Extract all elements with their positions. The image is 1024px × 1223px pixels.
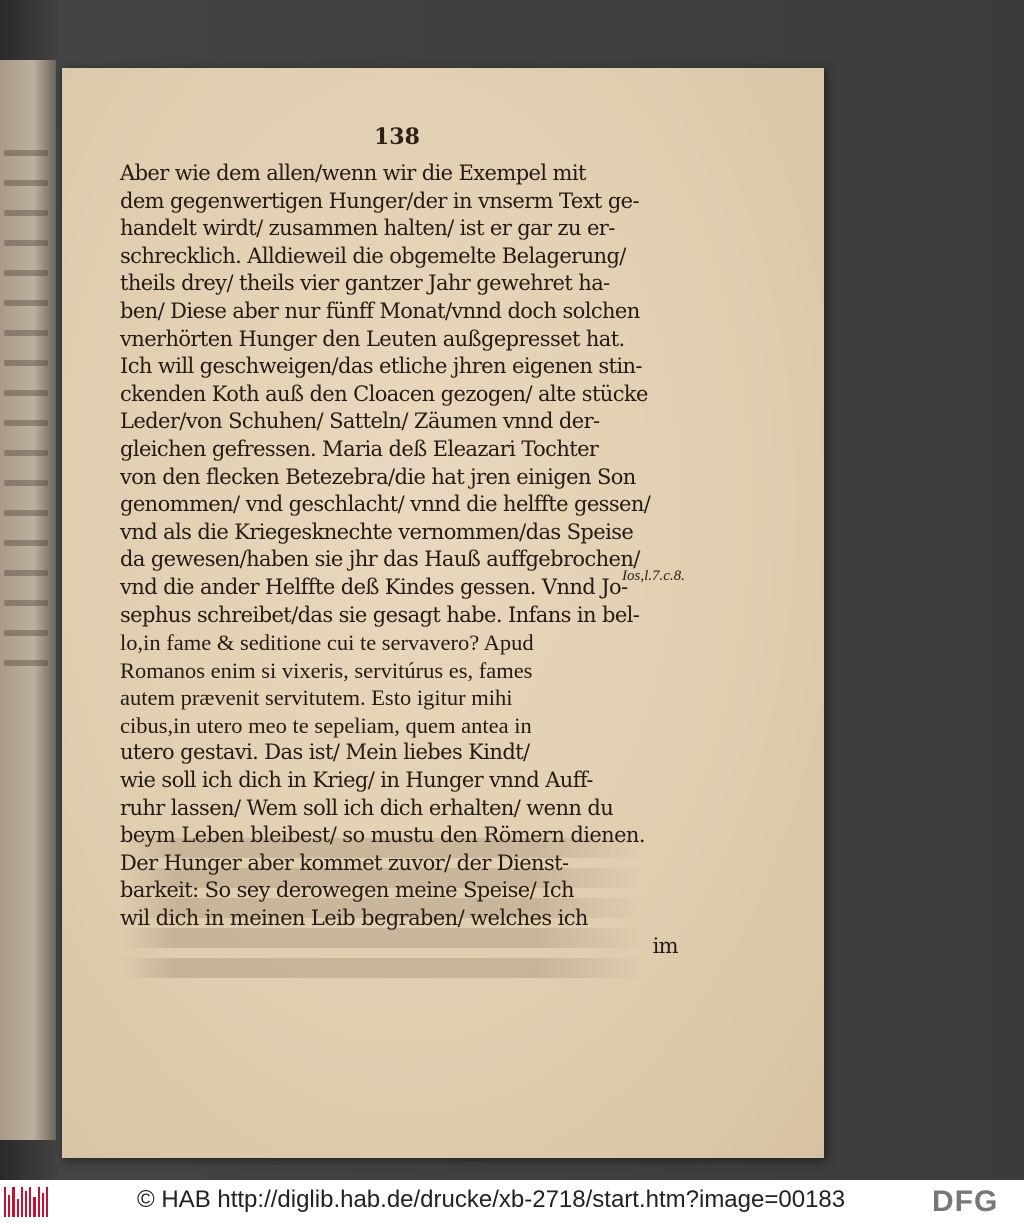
text-line: Romanos enim si vixeris, servitúrus es, fames: [120, 657, 533, 683]
text-line: wie soll ich dich in Krieg/ in Hunger vnnd Auff-: [120, 768, 593, 793]
text-line: cibus,in utero meo te sepeliam, quem antea in: [120, 712, 532, 738]
previous-page-edge: [0, 60, 56, 1140]
text-line: Leder/von Schuhen/ Satteln/ Zäumen vnnd der-: [120, 409, 600, 434]
text-line: lo,in fame & seditione cui te servavero? Apud: [120, 630, 534, 656]
text-line: ruhr lassen/ Wem soll ich dich erhalten/ wenn du: [120, 795, 614, 820]
text-line: ben/ Diese aber nur fünff Monat/vnnd doch solchen: [120, 298, 640, 323]
page-number: 138: [374, 124, 420, 150]
text-line: beym Leben bleibest/ so mustu den Römern dienen.: [120, 823, 645, 848]
text-line: theils drey/ theils vier gantzer Jahr gewehret ha-: [120, 271, 610, 296]
text-line: genommen/ vnd geschlacht/ vnnd die helffte gessen/: [120, 492, 651, 517]
text-line: vnerhörten Hunger den Leuten außgepresset hat.: [120, 326, 625, 351]
text-line: von den flecken Betezebra/die hat jren einigen Son: [120, 464, 636, 489]
text-line: Der Hunger aber kommet zuvor/ der Dienst-: [120, 850, 569, 875]
text-line: utero gestavi. Das ist/ Mein liebes Kindt/: [120, 740, 530, 765]
text-line: gleichen gefressen. Maria deß Eleazari Tochter: [120, 436, 599, 461]
text-line: schrecklich. Alldieweil die obgemelte Belagerung/: [120, 243, 626, 268]
hab-barcode-logo-icon[interactable]: [4, 1187, 48, 1217]
text-line: handelt wirdt/ zusammen halten/ ist er gar zu er-: [120, 216, 615, 241]
text-line: dem gegenwertigen Hunger/der in vnserm Text ge-: [120, 188, 639, 213]
text-line: autem prævenit servitutem. Esto igitur mihi: [120, 685, 513, 711]
marginal-note: Ios,l.7.c.8.: [622, 568, 685, 584]
text-line: da gewesen/haben sie jhr das Hauß auffgebrochen/: [120, 547, 640, 572]
catchword: im: [652, 933, 678, 958]
text-line: barkeit: So sey derowegen meine Speise/ Ich: [120, 878, 574, 903]
text-line: ckenden Koth auß den Cloacen gezogen/ alte stücke: [120, 381, 648, 406]
text-line: sephus schreibet/das sie gesagt habe. Infans in bel-: [120, 602, 640, 627]
text-line: vnd als die Kriegesknechte vernommen/das Speise: [120, 519, 634, 544]
text-line: Aber wie dem allen/wenn wir die Exempel mit: [120, 161, 586, 185]
book-page: [62, 68, 824, 1158]
text-line: vnd die ander Helffte deß Kindes gessen. Vnnd Jo-: [120, 574, 628, 599]
text-line: Ich will geschweigen/das etliche jhren eigenen stin-: [120, 354, 642, 379]
dfg-logo[interactable]: DFG: [932, 1185, 999, 1218]
text-line: wil dich in meinen Leib begraben/ welches ich: [120, 906, 588, 931]
copyright-url-link[interactable]: © HAB http://diglib.hab.de/drucke/xb-2718/start.htm?image=00183: [137, 1186, 846, 1213]
text-block: [120, 160, 688, 960]
